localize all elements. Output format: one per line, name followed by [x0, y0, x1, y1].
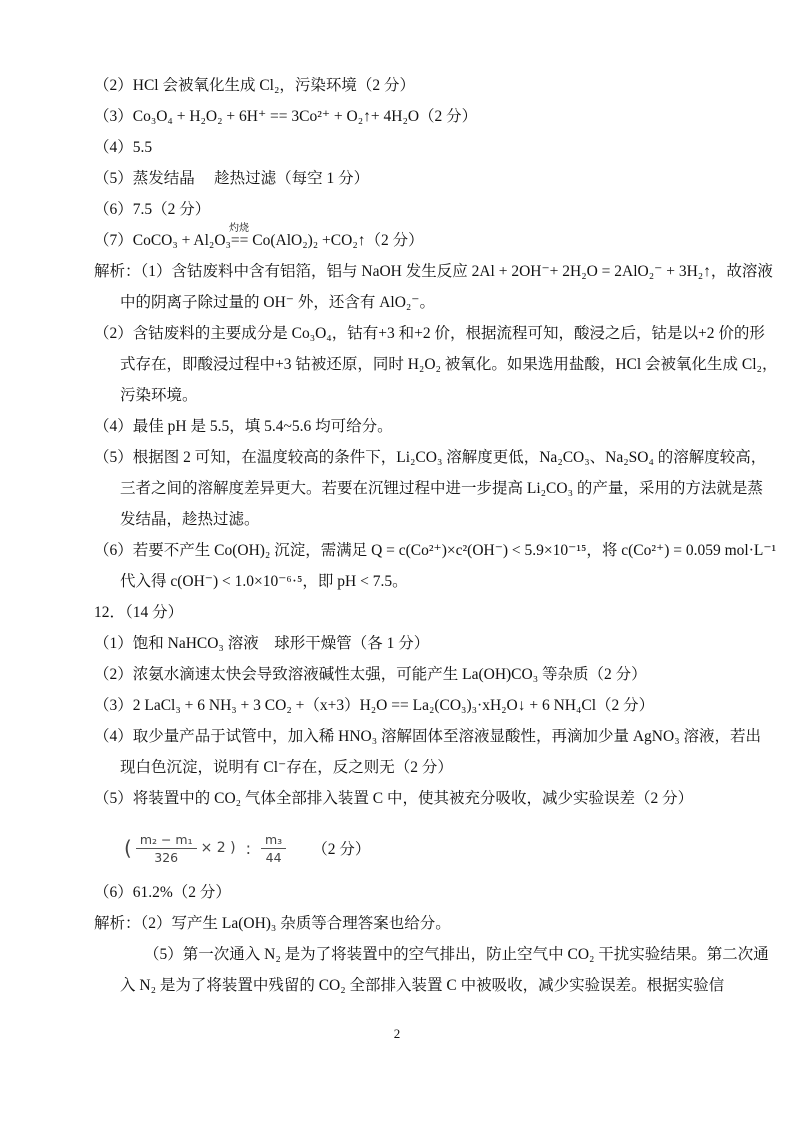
analysis-12-line3: 入 N₂ 是为了将装置中残留的 CO₂ 全部排入装置 C 中被吸收，减少实验误差。根据实验信: [120, 977, 725, 994]
analysis-12-line2: （5）第一次通入 N₂ 是为了将装置中的空气排出，防止空气中 CO₂ 干扰实验结果。第二次通: [144, 946, 769, 963]
formula-fraction-co2: [261, 832, 286, 865]
answer-11-4: （4）5.5: [94, 139, 153, 156]
formula-fraction-mass-ratio: [136, 832, 197, 865]
reaction-condition-label: 灼烧: [229, 223, 249, 234]
formula-numerator-2: m₃: [261, 832, 286, 849]
question-12-header: 12．（14 分）: [94, 604, 184, 621]
answer-12-4-line2: 现白色沉淀，说明有 Cl⁻存在，反之则无（2 分）: [120, 759, 453, 776]
answer-12-5: （5）将装置中的 CO₂ 气体全部排入装置 C 中，使其被充分吸收，减少实验误差（2 分）: [94, 790, 694, 807]
analysis-11-6-line1: （6）若要不产生 Co(OH)₂ 沉淀，需满足 Q = c(Co²⁺)×c²(OH⁻) < 5.9×10⁻¹⁵，将 c(Co²⁺) = 0.059 mol·L⁻¹: [94, 542, 777, 559]
formula-score: （2 分）: [312, 841, 371, 858]
analysis-11-5-line3: 发结晶，趁热过滤。: [120, 511, 260, 528]
answer-11-3: （3）Co₃O₄ + H₂O₂ + 6H⁺ == 3Co²⁺ + O₂↑+ 4H₂O（2 分）: [94, 108, 478, 125]
formula-numerator: m₂ − m₁: [136, 832, 197, 849]
answer-11-6: （6）7.5（2 分）: [94, 201, 211, 218]
analysis-11-5-line2: 三者之间的溶解度差异更大。若要在沉锂过程中进一步提高 Li₂CO₃ 的产量，采用的方法就是蒸: [120, 480, 763, 497]
analysis-11-1-line1: 解析：（1）含钴废料中含有铝箔，铝与 NaOH 发生反应 2Al + 2OH⁻+ 2H₂O = 2AlO₂⁻ + 3H₂↑，故溶液: [94, 263, 773, 280]
answer-12-1: （1）饱和 NaHCO₃ 溶液 球形干燥管（各 1 分）: [94, 635, 430, 652]
analysis-11-4: （4）最佳 pH 是 5.5，填 5.4~5.6 均可给分。: [94, 418, 393, 435]
answer-12-5-formula: [124, 826, 370, 870]
answer-11-7: （7）CoCO₃ + Al₂O₃== Co(AlO₂)₂ +CO₂↑（2 分）: [94, 232, 424, 249]
formula-denominator-2: 44: [265, 849, 282, 865]
formula-colon: :: [245, 838, 251, 858]
page-number: 2: [393, 1026, 401, 1041]
answer-11-5: （5）蒸发结晶 趁热过滤（每空 1 分）: [94, 170, 370, 187]
formula-times-two: × 2 ): [200, 840, 236, 856]
answer-11-2: （2）HCl 会被氧化生成 Cl₂，污染环境（2 分）: [94, 77, 416, 94]
formula-denominator: 326: [154, 849, 179, 865]
analysis-11-5-line1: （5）根据图 2 可知，在温度较高的条件下，Li₂CO₃ 溶解度更低，Na₂CO₃、Na₂SO₄ 的溶解度较高，: [94, 449, 767, 466]
analysis-11-2-line2: 式存在，即酸浸过程中+3 钴被还原，同时 H₂O₂ 被氧化。如果选用盐酸，HCl 会被氧化生成 Cl₂，: [120, 356, 778, 373]
answer-12-2: （2）浓氨水滴速太快会导致溶液碱性太强，可能产生 La(OH)CO₃ 等杂质（2 分）: [94, 666, 647, 683]
analysis-11-6-line2: 代入得 c(OH⁻) < 1.0×10⁻⁶·⁵，即 pH < 7.5。: [120, 573, 408, 590]
analysis-12-line1: 解析：（2）写产生 La(OH)₃ 杂质等合理答案也给分。: [94, 915, 451, 932]
analysis-11-2-line1: （2）含钴废料的主要成分是 Co₃O₄，钴有+3 和+2 价，根据流程可知，酸浸之后，钴是以+2 价的形: [94, 325, 765, 342]
answer-12-3: （3）2 LaCl₃ + 6 NH₃ + 3 CO₂ +（x+3）H₂O == La₂(CO₃)₃·xH₂O↓ + 6 NH₄Cl（2 分）: [94, 697, 655, 714]
answer-12-4-line1: （4）取少量产品于试管中，加入稀 HNO₃ 溶解固体至溶液显酸性，再滴加少量 AgNO₃ 溶液，若出: [94, 728, 761, 745]
answer-12-6: （6）61.2%（2 分）: [94, 884, 231, 901]
analysis-11-1-line2: 中的阴离子除过量的 OH⁻ 外，还含有 AlO₂⁻。: [120, 294, 435, 311]
analysis-11-2-line3: 污染环境。: [120, 387, 198, 404]
formula-open-paren: (: [124, 836, 132, 860]
